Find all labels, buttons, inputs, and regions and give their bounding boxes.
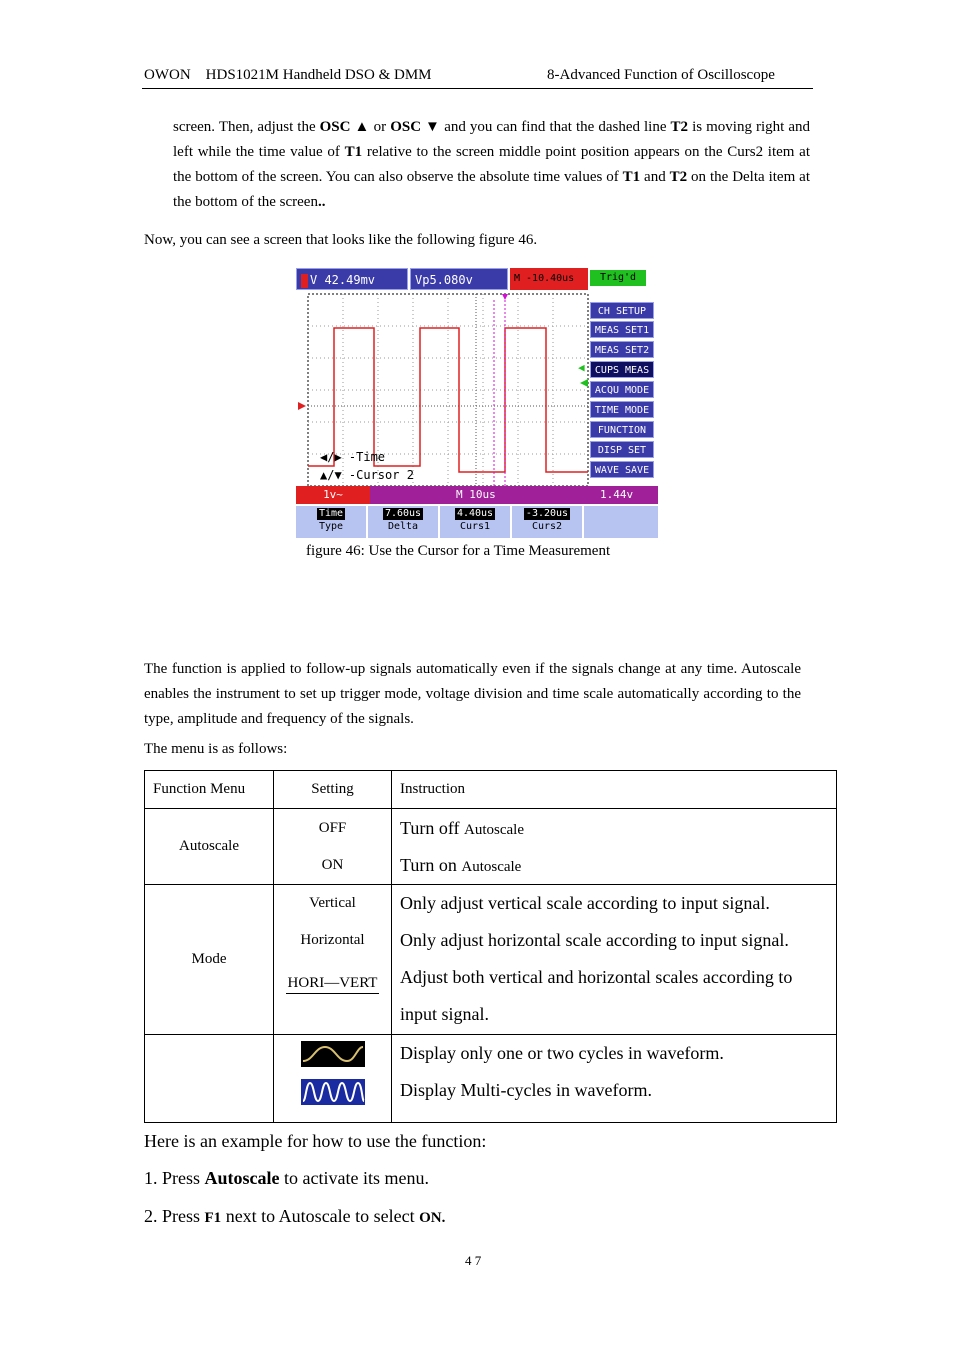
autoscale-menu-table (144, 770, 837, 1123)
menu-disp-set[interactable]: DISP SET (590, 441, 654, 458)
bottom-empty[interactable] (584, 506, 658, 538)
left-right-arrow-icon: ◀/▶ (320, 450, 349, 464)
bottom-menu (296, 506, 658, 538)
bottom-curs2[interactable]: -3.20us Curs2 (512, 506, 584, 538)
status-bar (296, 486, 658, 504)
menu-meas-set1[interactable]: MEAS SET1 (590, 321, 654, 338)
cursor-hint (320, 448, 414, 484)
menu-cups-meas[interactable]: CUPS MEAS (590, 361, 654, 378)
header-rule (142, 88, 813, 89)
cursor-hint-cursor: ▲/▼ -Cursor 2 (320, 468, 414, 482)
figure-caption: figure 46: Use the Cursor for a Time Measurement (306, 543, 611, 559)
table-row-autoscale (145, 809, 837, 885)
header-setting: Setting (274, 771, 392, 809)
menu-wave-save[interactable]: WAVE SAVE (590, 461, 654, 478)
step-2: 2. Press F1 next to Autoscale to select ON. (144, 1206, 446, 1226)
oscilloscope-screenshot (296, 268, 658, 538)
figure-lead-in: Now, you can see a screen that looks like the following figure 46. (144, 232, 538, 248)
header-instruction: Instruction (392, 771, 837, 809)
channel-ground-marker (298, 402, 306, 410)
cell-wave-empty (145, 1035, 274, 1123)
cursor-hint-time: ◀/▶ -Time (320, 450, 386, 464)
bottom-curs1[interactable]: 4.40us Curs1 (440, 506, 512, 538)
bottom-delta[interactable]: 7.60us Delta (368, 506, 440, 538)
trigger-status: Trig'd (590, 270, 646, 286)
page-number: 4 7 (465, 1253, 482, 1268)
up-down-arrow-icon: ▲/▼ (320, 468, 349, 482)
cell-wave-instr: Display only one or two cycles in waveform. Display Multi-cycles in waveform. (392, 1035, 837, 1123)
step-1: 1. Press Autoscale to activate its menu. (144, 1168, 429, 1188)
trigger-level: 1.44v (600, 488, 634, 501)
menu-meas-set2[interactable]: MEAS SET2 (590, 341, 654, 358)
table-header-row (145, 771, 837, 809)
example-intro: Here is an example for how to use the function: (144, 1131, 487, 1151)
menu-function[interactable]: FUNCTION (590, 421, 654, 438)
running-header-right: 8-Advanced Function of Oscilloscope (547, 67, 775, 83)
cell-autoscale-instr: Turn off Autoscale Turn on Autoscale (392, 809, 837, 885)
menu-intro: The menu is as follows: (144, 741, 288, 757)
table-row-wave (145, 1035, 837, 1123)
running-header-left: OWON HDS1021M Handheld DSO & DMM (144, 67, 432, 83)
autoscale-description: The function is applied to follow-up signals automatically even if the signals change at any time. Autoscale enables the instrument to set up trigger mode, voltage division and time scale automatically according to the type, amplitude and frequency of the signals. (144, 661, 801, 727)
channel-scale: 1v~ (296, 486, 370, 504)
multi-cycle-wave-icon (301, 1079, 365, 1105)
channel-voltage-readout: V 42.49mv (296, 268, 408, 290)
cell-mode-instr: Only adjust vertical scale according to input signal. Only adjust horizontal scale according to input signal. Adjust both vertical and horizontal scales according to input signal. (392, 885, 837, 1035)
intro-paragraph: screen. Then, adjust the OSC ▲ or OSC ▼ and you can find that the dashed line T2 is moving right and left while the time value of T1 relative to the screen middle point position appears on the Curs2 item at the bottom of the screen. You can also observe the absolute time values of T1 and T2 on the Delta item at the bottom of the screen.. (173, 119, 811, 210)
header-function-menu: Function Menu (145, 771, 274, 809)
table-row-mode (145, 885, 837, 1035)
cell-mode: Mode (145, 885, 274, 1035)
battery-icon (301, 274, 308, 288)
menu-selector-arrow-icon: ◀ (578, 361, 585, 374)
cell-wave-icons (274, 1035, 392, 1123)
cell-autoscale: Autoscale (145, 809, 274, 885)
bottom-type[interactable]: Time Type (296, 506, 368, 538)
vpp-readout: Vp5.080v (410, 268, 508, 290)
timebase-position-readout: M -10.40us (510, 268, 588, 290)
cell-mode-settings: Vertical Horizontal HORI—VERT (274, 885, 392, 1035)
single-cycle-wave-icon (301, 1041, 365, 1067)
menu-acqu-mode[interactable]: ACQU MODE (590, 381, 654, 398)
time-scale: M 10us (456, 488, 496, 501)
cell-autoscale-settings: OFF ON (274, 809, 392, 885)
menu-time-mode[interactable]: TIME MODE (590, 401, 654, 418)
menu-ch-setup[interactable]: CH SETUP (590, 302, 654, 319)
